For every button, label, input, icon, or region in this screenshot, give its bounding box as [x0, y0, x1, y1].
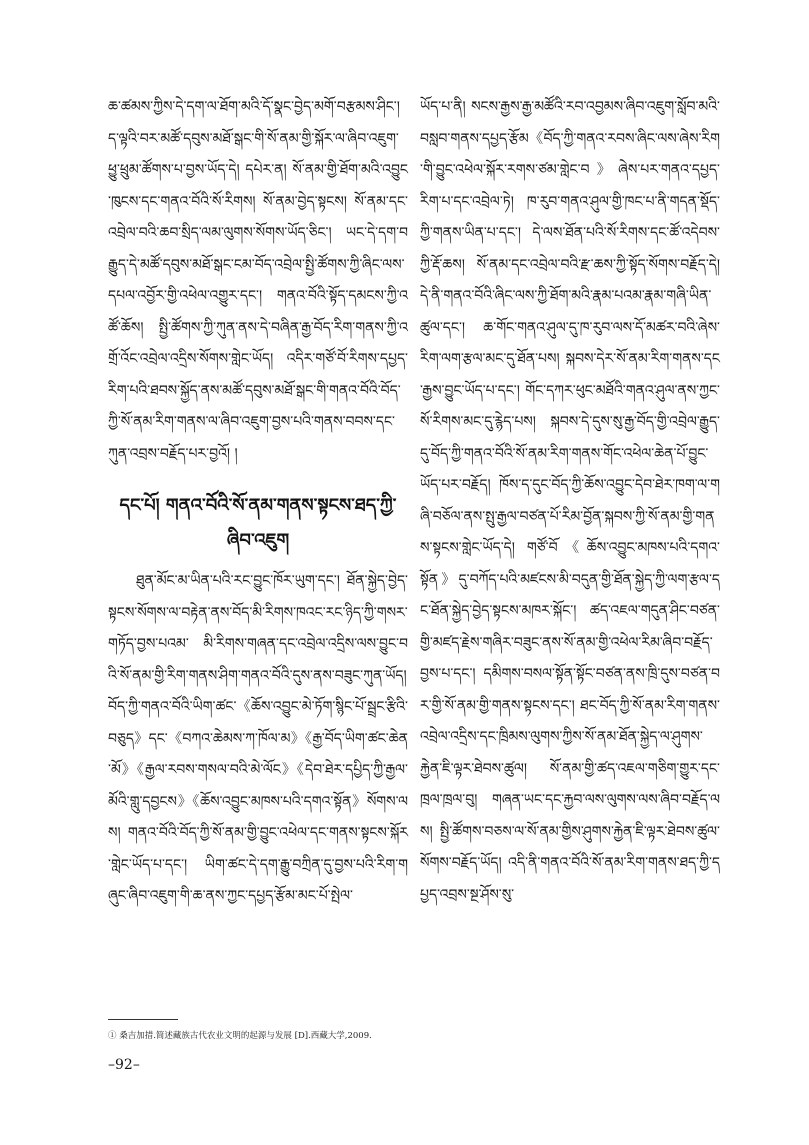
left-paragraph-2: ཐུན་མོང་མ་ཡིན་པའི་རང་བྱུང་ཁོར་ཡུག་དང་། ཐོན་སྐྱེད་བྱེད་སྟངས་སོགས་ལ་བརྟེན་ནས་བོད་མི་རིགས་ཁའང་རང་ཉིད་ཀྱི་གསར་གཏོད་བྱས་པའམ་ མི་རིགས་གཞན་དང་འབྲེལ་འདྲིས་ལས་བྱུང་བའི་སོ་ནམ་གྱི་རིག་གནས་ཤིག་གནའ་བོའི་དུས་ནས་བཟུང་ཀུན་ཡོད། བོད་ཀྱི་གནའ་བོའི་ཡིག་ཚང་《ཆོས་འབྱུང་མེ་ཏོག་སྙིང་པོ་སྦྲང་རྩིའི་བཅུད》དང་《བཀའ་ཆེམས་ཀ་ཁོལ་མ》《རྒྱ་བོད་ཡིག་ཚང་ཆེན་མོ》《རྒྱལ་རབས་གསལ་བའི་མེ་ལོང》《དེབ་ཐེར་དཔྱིད་ཀྱི་རྒྱལ་མོའི་གླུ་དབྱངས》《ཆོས་འབྱུང་མཁས་པའི་དགའ་སྟོན》སོགས་ལས། གནའ་བོའི་བོད་ཀྱི་སོ་ནམ་གྱི་བྱུང་འཕེལ་དང་གནས་སྟངས་སྐོར་གླེང་ཡོད་པ་དང་། ཡིག་ཚང་དེ་དག་རྒྱུ་བཀྲིན་དུ་བྱས་པའི་རིག་གཞུང་ཞིབ་འཇུག་གི་ཆ་ནས་ཀྱང་དཔྱད་རྩོམ་མང་པོ་སྤེལ་ [108, 573, 408, 904]
right-column [420, 92, 720, 911]
section-heading: དང་པོ། གནའ་བོའི་སོ་ནམ་གནས་སྟངས་ཐད་ཀྱི་ཞིབ་འཇུག [119, 495, 397, 551]
right-paragraph-1: ཡོད་པ་ནི། སངས་རྒྱས་རྒྱ་མཚོའི་རབ་འབྱམས་ཞིབ་འཇུག་སློབ་མའི་བསླབ་གནས་དཔྱད་རྩོམ《བོད་ཀྱི་གནའ་རབས་ཞིང་ལས་ཞེས་རིག་གི་བྱུང་འཕེལ་སྐོར་རགས་ཙམ་གླེང་བ》ཞེས་པར་གནའ་དཔྱད་རིག་པ་དང་འབྲེལ་ཏེ། ཁ་རུབ་གནའ་ཤུལ་གྱི་ཁང་པ་ནི་གདན་སྡོད་ཀྱི་གནས་ཡིན་པ་དང་། དེ་ལས་ཐོན་པའི་སོ་རིགས་དང་ཚོ་འདེབས་ཀྱི་རྡོ་ཆས། སོ་ནམ་དང་འབྲེལ་བའི་རྫ་ཆས་ཀྱི་སྟོད་སོགས་བརྗོད་དེ། དེ་ནི་གནའ་བོའི་ཞིང་ལས་ཀྱི་ཐོག་མའི་རྣམ་པའམ་རྣམ་གཞི་ཡིན་ཚུལ་དང་། ཆ་གོང་གནའ་ཤུལ་དུ་ཁ་རུབ་ལས་དོ་མཚར་བའི་ཞེས་རིག་ལག་རྩལ་མང་དུ་ཐོན་པས། སྐབས་དེར་སོ་ནམ་རིག་གནས་དང་རྒྱས་བྱུང་ཡོད་པ་དང་། གོང་དཀར་ཕུང་མཐོའི་གནའ་ཤུལ་ནས་ཀྱང་སོ་རིགས་མང་དུ་རྙེད་པས། སྐབས་དེ་དུས་སུ་རྒྱ་བོད་གྱི་འབྲེལ་རྒྱུད་དུ་བོད་ཀྱི་གནའ་བོའི་སོ་ནམ་རིག་གནས་གོང་འཕེལ་ཆེན་པོ་བྱུང་ཡོད་པར་བརྗོད། ཁོས་ད་དུང་བོད་ཀྱི་ཆོས་འབྱུང་དེབ་ཐེར་ཁག་ལ་གཞི་བཅོལ་ནས་སྤུ་རྒྱལ་བཙན་པོ་རིམ་བྱོན་སྐབས་ཀྱི་སོ་ནམ་གྱི་གནས་སྟངས་གླེང་ཡོད་དེ། གཙོ་བོ《ཆོས་འབྱུང་མཁས་པའི་དགའ་སྟོན》དུ་བཀོད་པའི་མཛངས་མི་བདུན་གྱི་ཐོན་སྐྱེད་ཀྱི་ལག་རྩལ་དང་ཐོན་སྐྱེད་བྱེད་སྟངས་མཁར་སྐོང་། ཚད་འཇལ་གདུན་ཤིང་བཙན་གྱི་མཛད་རྗེས་གཞིར་བཟུང་ནས་སོ་ནམ་གྱི་འཕེལ་རིམ་ཞིབ་བརྗོད་བྱས་པ་དང་། དམིགས་བསལ་སྟོན་སྟོང་བཙན་ནས་ཁྲི་དུས་བཙན་བར་གྱི་སོ་ནམ་གྱི་གནས་སྟངས་དང་། ཐང་བོད་ཀྱི་སོ་ནམ་རིག་གནས་འབྲེལ་འདྲིས་དང་ཁྲིམས་ལུགས་ཀྱིས་སོ་ནམ་ཐོན་སྐྱེད་ལ་ཤུགས་རྐྱེན་ཇི་ལྟར་ཐེབས་ཚུལ། སོ་ནམ་གྱི་ཚད་འཇལ་གཅིག་གྱུར་དང་ཁྲལ་ཁྲལ་བུ། གཞན་ཡང་དང་རྐྱབ་ལས་ལུགས་ལས་ཞིབ་བརྗོད་ལས། སྤྱི་ཚོགས་བཅས་ལ་སོ་ནམ་གྱིས་ཤུགས་རྐྱེན་ཇི་ལྟར་ཐེབས་ཚུལ་སོགས་བརྗོད་ཡོད། འདི་ནི་གནའ་བོའི་སོ་ནམ་རིག་གནས་ཐད་ཀྱི་དཔྱད་འབྲས་སྔ་ཤོས་སུ་ [420, 99, 720, 903]
footnote [108, 1029, 708, 1041]
footnote-text: 桑吉加措.简述藏族古代农业文明的起源与发展 [D].西藏大学,2009. [119, 1031, 372, 1041]
left-paragraph-1: ཆ་ཚམས་ཀྱིས་དེ་དག་ལ་ཐོག་མའི་དོ་སྣང་བྱེད་མགོ་བརྩམས་ཤིང་། ད་ལྟའི་བར་མཚོ་དབུས་མཐོ་སྒང་གི་སོ་ནམ་གྱི་སྐོར་ལ་ཞིབ་འཇུག་ཕྱུ་ཕྲུམ་ཚོགས་པ་བྱས་ཡོད་དེ། དཔེར་ན། སོ་ནམ་གྱི་ཐོག་མའི་འབྱུང་ཁུངས་དང་གནའ་བོའི་སོ་རིགས། སོ་ནམ་བྱེད་སྟངས། སོ་ནམ་དང་འབྲེལ་བའི་ཆབ་སྲིད་ལམ་ལུགས་སོགས་ཡོད་ཅིང་། ཡང་དེ་དག་བརྒྱུད་དེ་མཚོ་དབུས་མཐོ་སྒང་ངམ་བོད་འབྲེལ་སྤྱི་ཚོགས་ཀྱི་ཞིང་ལས་དཔལ་འབྱོར་གྱི་འཕེལ་འགྱུར་དང་། གནའ་བོའི་སྟོད་དམངས་ཀྱི་འཚོ་ཆོས། སྤྱི་ཚོགས་ཀྱི་ཀུན་ནས་དེ་བཞིན་རྒྱ་བོད་རིག་གནས་ཀྱི་འགྲོ་འོང་འབྲེལ་འདྲིས་སོགས་གླེང་ཡོད། འདིར་གཙོ་བོ་རིགས་དཔྱད་རིག་པའི་ཐབས་སྐྱོད་ནས་མཚོ་དབུས་མཐོ་སྒང་གི་གནའ་བོའི་བོད་ཀྱི་སོ་ནམ་རིག་གནས་ལ་ཞིབ་འཇུག་བྱས་པའི་གནས་བབས་དང་ཀུན་འབྲས་བརྗོད་པར་བྱའོ། ། [108, 99, 408, 462]
footnote-divider [108, 1019, 178, 1020]
page-number: –92– [108, 1057, 140, 1073]
footnote-marker: ① [108, 1031, 117, 1041]
left-column [108, 92, 408, 913]
